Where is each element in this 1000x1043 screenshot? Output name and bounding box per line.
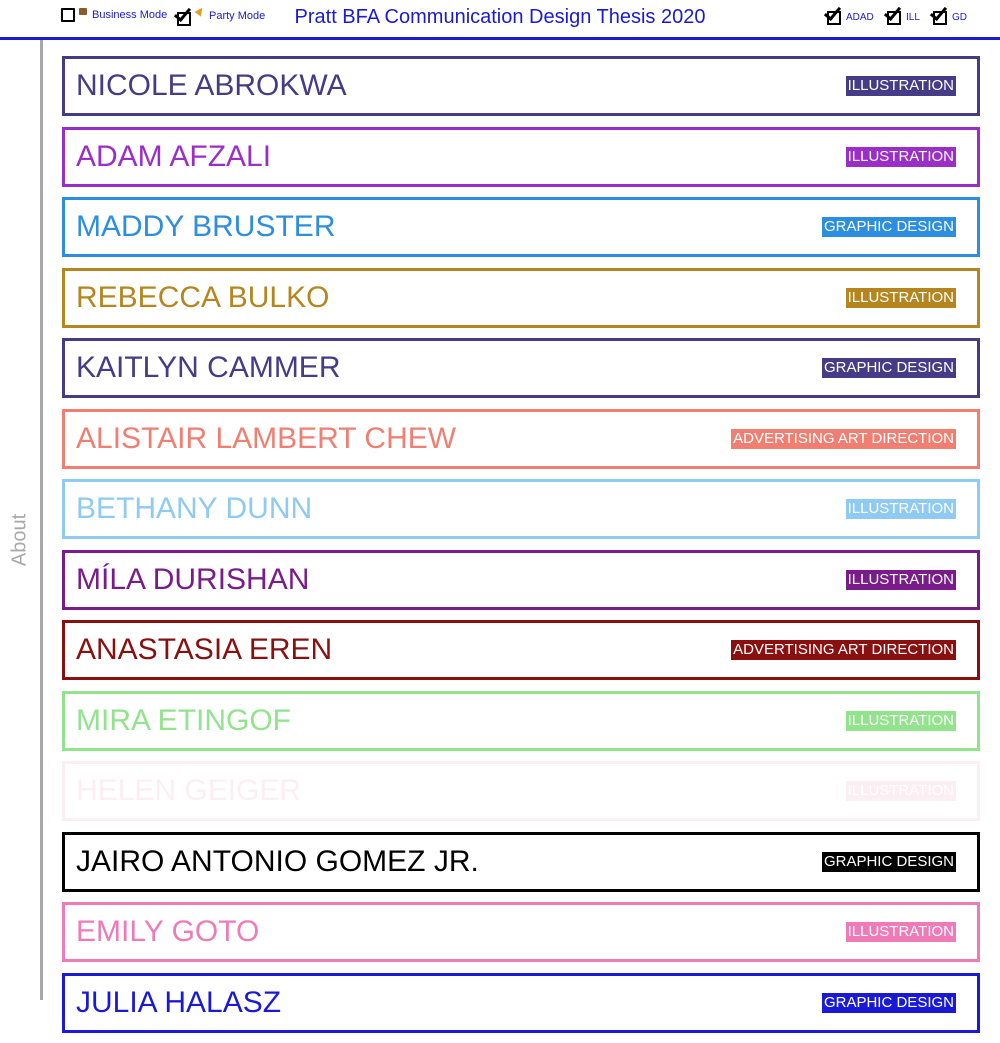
checkbox-unchecked-icon[interactable] [61,8,75,22]
discipline-badge: ILLUSTRATION [847,711,954,729]
sidebar [0,40,43,1000]
checkbox-checked-icon[interactable] [932,7,948,23]
student-name[interactable]: KAITLYN CAMMER [76,351,341,384]
checkbox-checked-icon[interactable] [826,7,842,23]
student-name[interactable]: MÍLA DURISHAN [76,562,310,596]
student-card[interactable] [62,268,980,328]
business-mode-toggle[interactable] [61,8,167,22]
filter-ill-label: ILL [906,12,920,23]
discipline-badge: ILLUSTRATION [847,782,954,799]
discipline-badge: ILLUSTRATION [847,147,954,165]
discipline-badge: ILLUSTRATION [847,500,954,517]
filter-adad-label: ADAD [846,12,874,23]
discipline-badge: ILLUSTRATION [847,923,954,940]
student-name[interactable]: BETHANY DUNN [76,492,313,525]
student-card[interactable] [62,973,980,1033]
discipline-badge: GRAPHIC DESIGN [823,218,954,235]
discipline-badge: GRAPHIC DESIGN [823,852,954,870]
student-card[interactable] [62,761,980,821]
filter-gd[interactable] [932,6,967,23]
party-mode-label: Party Mode [209,10,266,22]
student-name[interactable]: EMILY GOTO [76,915,260,948]
student-name[interactable]: REBECCA BULKO [76,280,330,314]
filter-adad[interactable] [826,6,874,23]
student-card[interactable] [62,409,980,469]
discipline-badge: GRAPHIC DESIGN [823,993,954,1011]
discipline-badge: ILLUSTRATION [847,288,954,306]
student-name[interactable]: ALISTAIR LAMBERT CHEW [76,421,457,455]
student-card[interactable] [62,902,980,962]
student-name[interactable]: MADDY BRUSTER [76,210,336,243]
student-card[interactable] [62,620,980,680]
site-title[interactable]: Pratt BFA Communication Design Thesis 2020 [294,6,706,28]
student-card[interactable] [62,338,980,398]
student-card[interactable] [62,479,980,539]
checkbox-checked-icon[interactable] [886,7,902,23]
party-popper-icon [196,11,204,21]
briefcase-icon [79,11,87,20]
about-link[interactable]: About [8,513,31,567]
student-card[interactable] [62,197,980,257]
student-name[interactable]: ADAM AFZALI [76,139,272,173]
student-card[interactable] [62,550,980,610]
student-list [62,56,980,1043]
student-name[interactable]: NICOLE ABROKWA [76,69,347,102]
student-name[interactable]: HELEN GEIGER [76,774,302,807]
filter-gd-label: GD [952,12,967,23]
student-card[interactable] [62,127,980,187]
discipline-badge: ILLUSTRATION [847,570,954,588]
party-mode-toggle[interactable] [176,8,265,24]
student-card[interactable] [62,691,980,751]
student-card[interactable] [62,832,980,892]
discipline-badge: ILLUSTRATION [847,77,954,94]
discipline-badge: GRAPHIC DESIGN [823,359,954,376]
discipline-badge: ADVERTISING ART DIRECTION [733,429,954,447]
checkbox-checked-icon[interactable] [176,8,192,24]
top-bar [0,0,1000,40]
student-name[interactable]: ANASTASIA EREN [76,633,333,666]
business-mode-label: Business Mode [92,9,168,21]
student-card[interactable] [62,56,980,116]
filter-ill[interactable] [886,6,920,23]
student-name[interactable]: JULIA HALASZ [76,985,282,1019]
student-name[interactable]: MIRA ETINGOF [76,703,292,737]
student-name[interactable]: JAIRO ANTONIO GOMEZ JR. [76,844,479,878]
discipline-badge: ADVERTISING ART DIRECTION [733,641,954,658]
